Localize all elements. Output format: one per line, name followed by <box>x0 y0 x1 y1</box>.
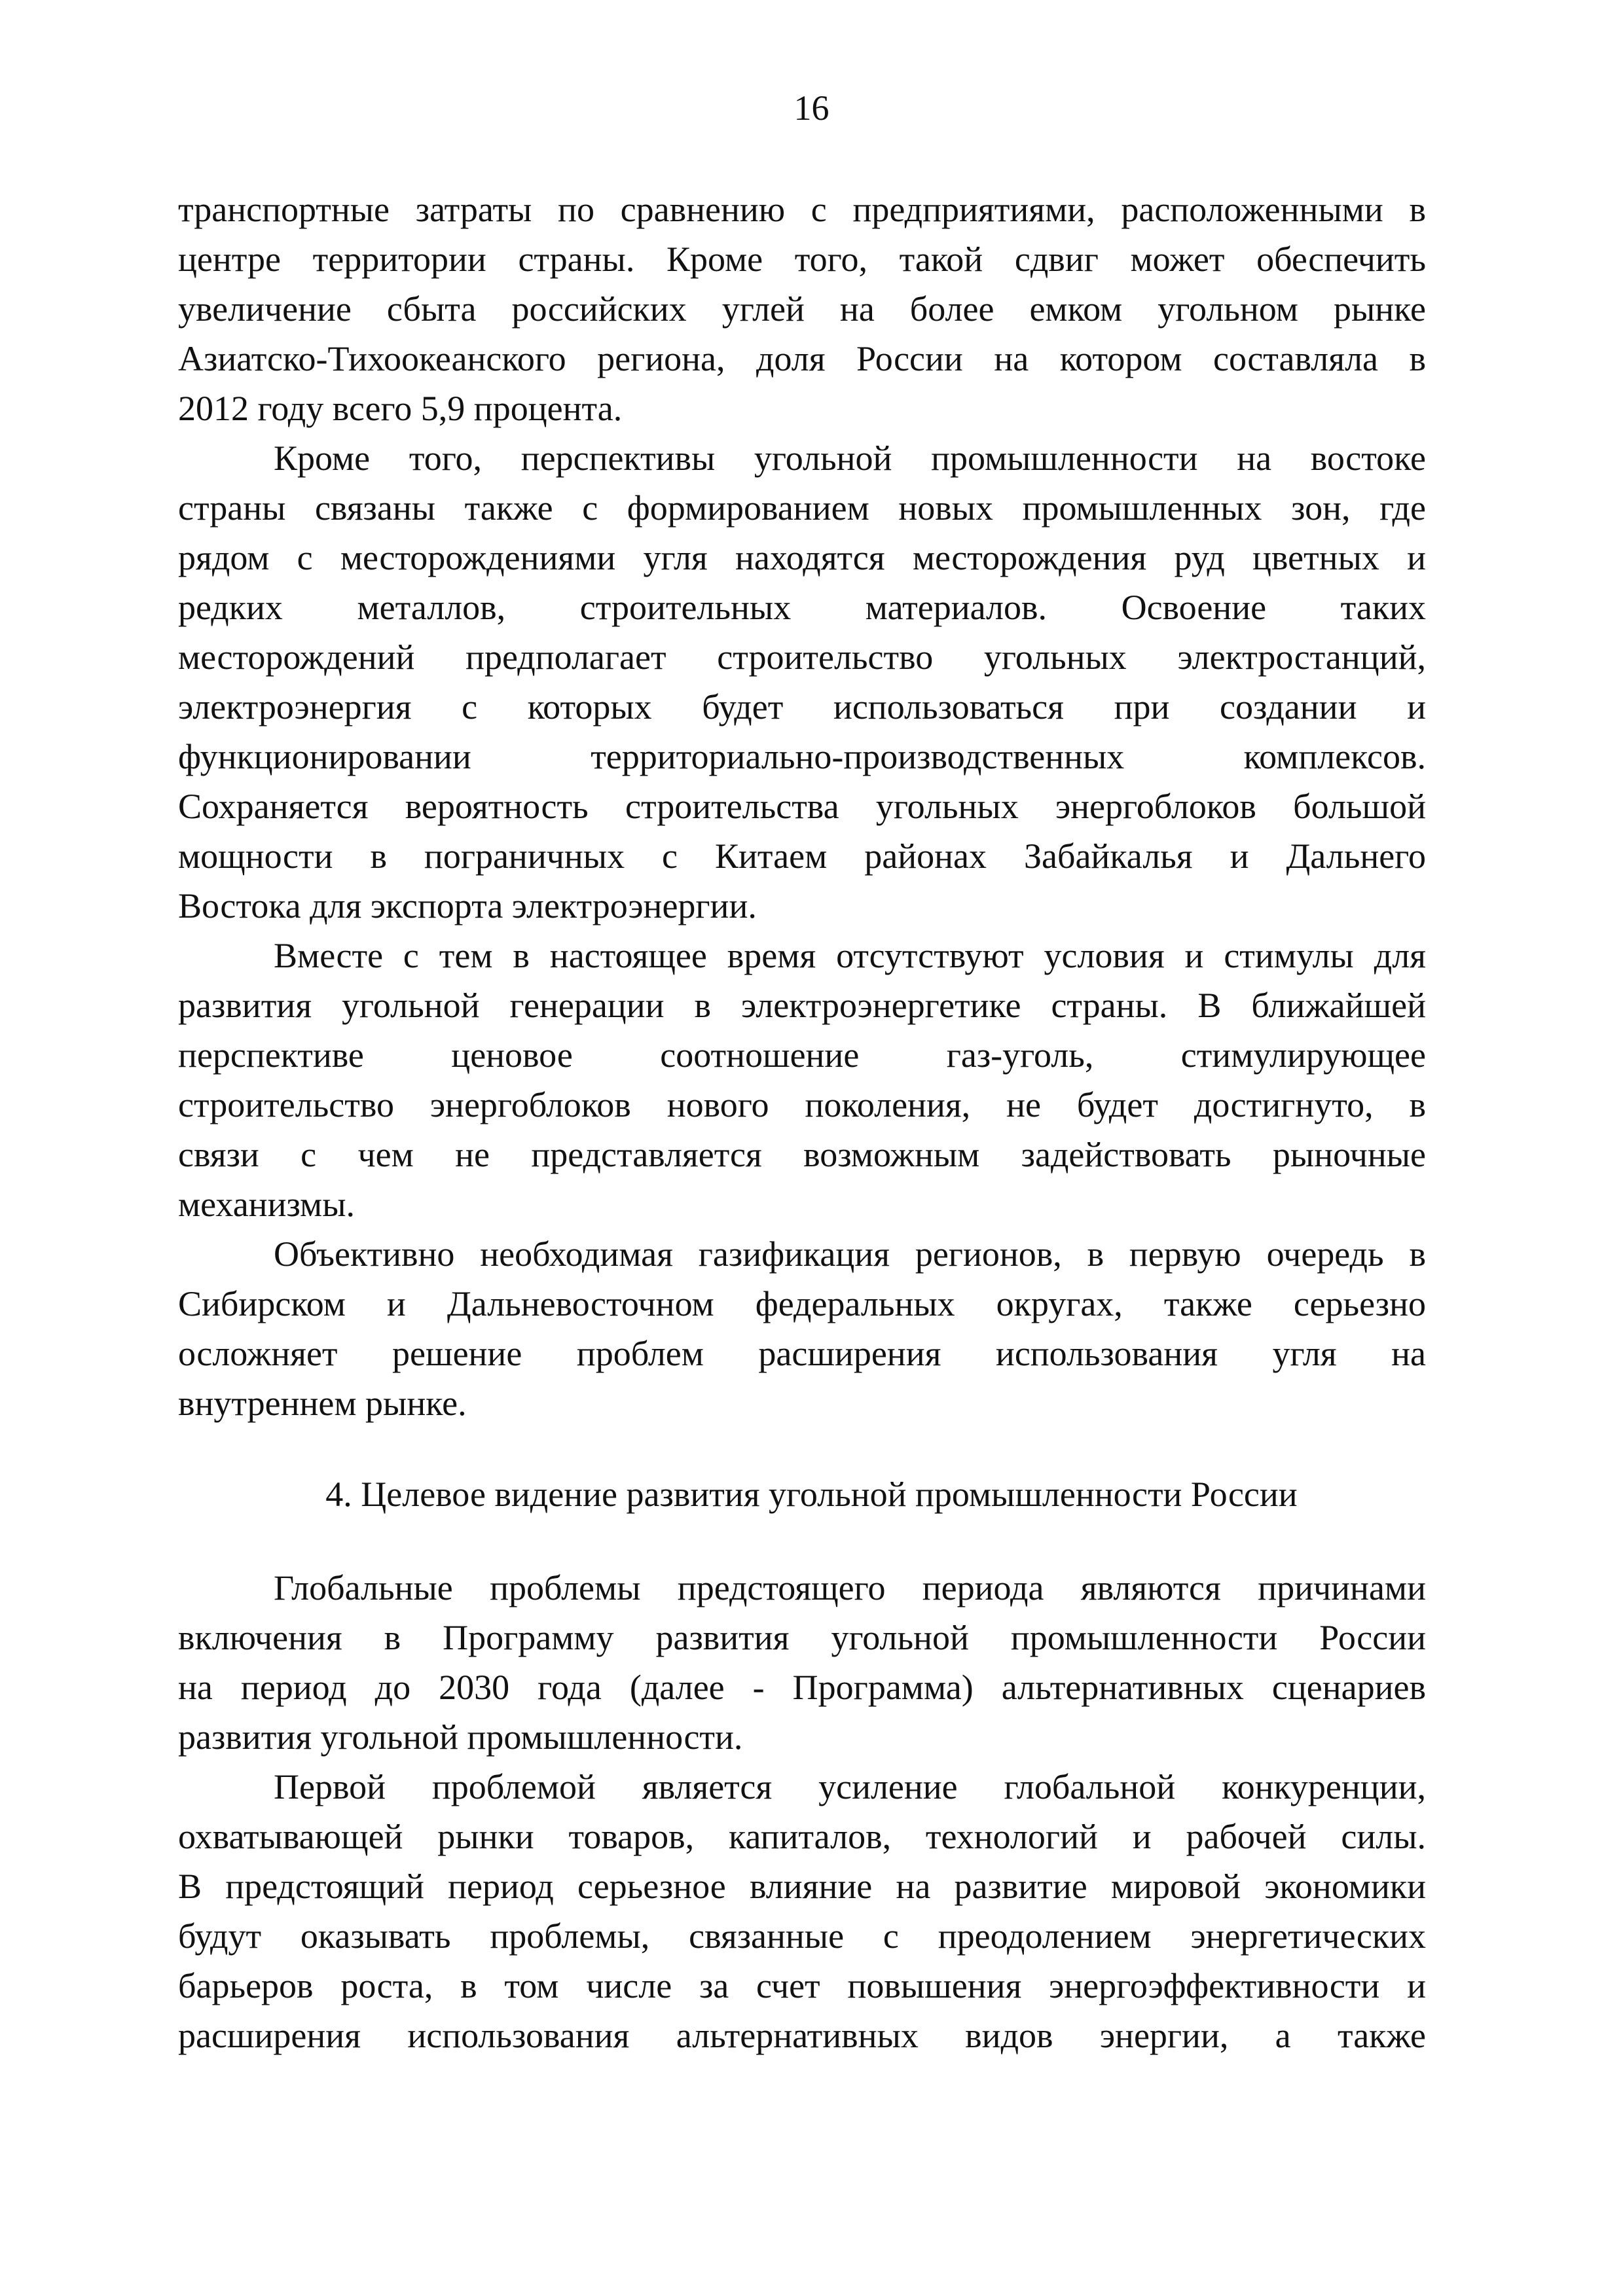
text-line: Вместе с тем в настоящее время отсутствуют условия и стимулы для <box>274 936 1426 975</box>
text-line: охватывающей рынки товаров, капиталов, технологий и рабочей силы. <box>178 1817 1426 1856</box>
text-line: развития угольной генерации в электроэнергетике страны. В ближайшей <box>178 986 1426 1025</box>
text-line: Сохраняется вероятность строительства угольных энергоблоков большой <box>178 787 1426 826</box>
text-line: Сибирском и Дальневосточном федеральных округах, также серьезно <box>178 1284 1426 1323</box>
text-line: расширения использования альтернативных видов энергии, а также <box>178 2016 1426 2055</box>
text-line: Объективно необходимая газификация регионов, в первую очередь в <box>274 1234 1426 1274</box>
text-line: барьеров роста, в том числе за счет повышения энергоэффективности и <box>178 1966 1426 2005</box>
text-line: рядом с месторождениями угля находятся месторождения руд цветных и <box>178 538 1426 577</box>
text-line: механизмы. <box>178 1185 355 1224</box>
text-line: увеличение сбыта российских углей на более емком угольном рынке <box>178 289 1426 329</box>
page-number: 16 <box>793 88 830 128</box>
text-line: редких металлов, строительных материалов. Освоение таких <box>178 588 1426 627</box>
text-line: развития угольной промышленности. <box>178 1717 743 1757</box>
body-text-section-2 <box>178 1563 1426 2060</box>
text-line: функционировании территориально-производственных комплексов. <box>178 737 1426 776</box>
text-line: перспективе ценовое соотношение газ-уголь, стимулирующее <box>178 1035 1426 1075</box>
text-line: страны связаны также с формированием новых промышленных зон, где <box>178 488 1426 528</box>
text-line: связи с чем не представляется возможным задействовать рыночные <box>178 1135 1426 1174</box>
text-line: внутреннем рынке. <box>178 1384 467 1423</box>
text-line: центре территории страны. Кроме того, такой сдвиг может обеспечить <box>178 240 1426 279</box>
text-line: осложняет решение проблем расширения использования угля на <box>178 1334 1426 1373</box>
text-line: транспортные затраты по сравнению с предприятиями, расположенными в <box>178 190 1426 229</box>
text-line: электроэнергия с которых будет использоваться при создании и <box>178 687 1426 726</box>
text-line: Глобальные проблемы предстоящего периода являются причинами <box>274 1568 1426 1607</box>
text-line: В предстоящий период серьезное влияние на развитие мировой экономики <box>178 1867 1426 1906</box>
text-line: строительство энергоблоков нового поколения, не будет достигнуто, в <box>178 1085 1426 1124</box>
text-line: Кроме того, перспективы угольной промышленности на востоке <box>274 439 1426 478</box>
text-line: будут оказывать проблемы, связанные с преодолением энергетических <box>178 1916 1426 1956</box>
text-line: Азиатско-Тихоокеанского региона, доля России на котором составляла в <box>178 339 1426 378</box>
text-line: Востока для экспорта электроэнергии. <box>178 886 757 925</box>
text-line: включения в Программу развития угольной промышленности России <box>178 1618 1426 1657</box>
body-text-section-1 <box>178 185 1426 1428</box>
text-line: месторождений предполагает строительство угольных электростанций, <box>178 637 1426 677</box>
text-line: на период до 2030 года (далее - Программа) альтернативных сценариев <box>178 1668 1426 1707</box>
section-heading: 4. Целевое видение развития угольной промышленности России <box>325 1475 1298 1514</box>
text-line: мощности в пограничных с Китаем районах Забайкалья и Дальнего <box>178 836 1426 876</box>
text-line: Первой проблемой является усиление глобальной конкуренции, <box>274 1767 1426 1806</box>
text-line: 2012 году всего 5,9 процента. <box>178 389 623 428</box>
